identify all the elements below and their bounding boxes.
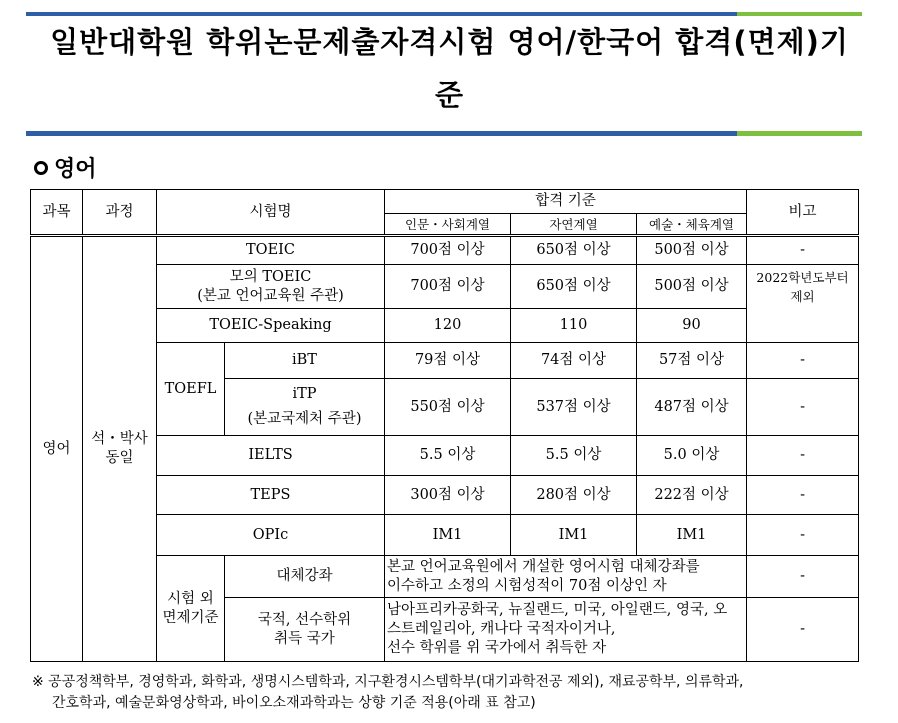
footnote-line2: 간호학과, 예술문화영상학과, 바이오소재과학과는 상향 기준 적용(아래 표 참고) — [52, 695, 536, 711]
arts-cell: 222점 이상 — [637, 476, 747, 515]
course-line2: 동일 — [105, 450, 134, 466]
page-title-line1: 일반대학원 학위논문제출자격시험 영어/한국어 합격(면제)기 — [50, 25, 849, 59]
header-course: 과정 — [83, 190, 157, 236]
natural-cell: 74점 이상 — [511, 343, 637, 379]
circle-bullet-icon — [34, 161, 48, 175]
course-line1: 석・박사 — [91, 431, 148, 447]
exempt-name-line2: 취득 국가 — [274, 630, 335, 647]
exempt-desc-line2: 이수하고 소정의 시험성적이 70점 이상인 자 — [387, 577, 667, 594]
arts-cell: 500점 이상 — [637, 236, 747, 265]
exempt-desc-cell — [385, 556, 747, 598]
header-humanities: 인문・사회계열 — [385, 214, 511, 236]
exempt-desc-cell — [385, 598, 747, 662]
subject-cell: 영어 — [31, 236, 83, 662]
table-row-toeic — [31, 236, 859, 265]
exam-name-cell: TOEIC — [157, 236, 385, 265]
arts-cell: IM1 — [637, 515, 747, 556]
footnote-line1: ※ 공공정책학부, 경영학과, 화학과, 생명시스템학과, 지구환경시스템학부(대기과학전공 제외), 재료공학부, 의류학과, — [32, 674, 744, 690]
remarks-cell: - — [747, 556, 859, 598]
course-cell — [83, 236, 157, 662]
remarks-cell — [747, 265, 859, 343]
exam-name-cell: iBT — [225, 343, 385, 379]
remarks-line2: 제외 — [790, 289, 815, 304]
arts-cell: 500점 이상 — [637, 265, 747, 309]
natural-cell: IM1 — [511, 515, 637, 556]
exempt-desc-line3: 선수 학위를 위 국가에서 취득한 자 — [387, 640, 607, 656]
humanities-cell: 700점 이상 — [385, 236, 511, 265]
remarks-cell: - — [747, 515, 859, 556]
natural-cell: 110 — [511, 309, 637, 343]
exempt-group-line2: 면제기준 — [162, 609, 219, 626]
humanities-cell: 120 — [385, 309, 511, 343]
remarks-cell: - — [747, 436, 859, 476]
exempt-name-cell — [225, 598, 385, 662]
remarks-cell: - — [747, 343, 859, 379]
exam-name-cell: TOEIC-Speaking — [157, 309, 385, 343]
exam-name-cell: IELTS — [157, 436, 385, 476]
remarks-cell: - — [747, 379, 859, 436]
natural-cell: 280점 이상 — [511, 476, 637, 515]
humanities-cell: 300점 이상 — [385, 476, 511, 515]
natural-cell: 537점 이상 — [511, 379, 637, 436]
remarks-cell: - — [747, 476, 859, 515]
header-pass-criteria: 합격 기준 — [385, 190, 747, 214]
exam-name-line2: (본교국제처 주관) — [247, 411, 362, 427]
exam-name-cell: OPIc — [157, 515, 385, 556]
header-exam-name: 시험명 — [157, 190, 385, 236]
arts-cell: 487점 이상 — [637, 379, 747, 436]
exempt-name-cell: 대체강좌 — [225, 556, 385, 598]
arts-cell: 5.0 이상 — [637, 436, 747, 476]
exempt-desc-line1: 본교 언어교육원에서 개설한 영어시험 대체강좌를 — [387, 558, 700, 575]
criteria-table — [30, 189, 859, 662]
humanities-cell: 79점 이상 — [385, 343, 511, 379]
humanities-cell: IM1 — [385, 515, 511, 556]
title-bottom-bar — [26, 131, 862, 136]
humanities-cell: 700점 이상 — [385, 265, 511, 309]
humanities-cell: 550점 이상 — [385, 379, 511, 436]
natural-cell: 650점 이상 — [511, 236, 637, 265]
section-label: 영어 — [54, 157, 97, 182]
remarks-cell: - — [747, 236, 859, 265]
footnote — [32, 672, 882, 714]
exempt-desc-line2: 스트레일리아, 캐나다 국적자이거나, — [387, 621, 616, 637]
exam-name-cell: TEPS — [157, 476, 385, 515]
page-title-line2: 준 — [434, 78, 464, 112]
exam-name-cell — [225, 379, 385, 436]
exempt-name-line1: 국적, 선수학위 — [257, 611, 352, 628]
header-natural: 자연계열 — [511, 214, 637, 236]
page-title — [22, 16, 877, 122]
exempt-group-cell — [157, 556, 225, 662]
header-remarks: 비고 — [747, 190, 859, 236]
arts-cell: 90 — [637, 309, 747, 343]
natural-cell: 650점 이상 — [511, 265, 637, 309]
exam-group-toefl: TOEFL — [157, 343, 225, 436]
remarks-cell: - — [747, 598, 859, 662]
arts-cell: 57점 이상 — [637, 343, 747, 379]
header-subject: 과목 — [31, 190, 83, 236]
humanities-cell: 5.5 이상 — [385, 436, 511, 476]
exam-name-cell — [157, 265, 385, 309]
remarks-line1: 2022학년도부터 — [756, 270, 849, 285]
exam-name-line1: 모의 TOEIC — [229, 268, 312, 285]
exempt-group-line1: 시험 외 — [167, 590, 214, 607]
section-heading — [34, 152, 97, 183]
title-bottom-bar-blue — [26, 131, 737, 136]
exam-name-line2: (본교 언어교육원 주관) — [197, 287, 344, 304]
exempt-desc-line1: 남아프리카공화국, 뉴질랜드, 미국, 아일랜드, 영국, 오 — [387, 602, 728, 618]
exam-name-line1: iTP — [292, 386, 317, 402]
header-arts: 예술・체육계열 — [637, 214, 747, 236]
natural-cell: 5.5 이상 — [511, 436, 637, 476]
